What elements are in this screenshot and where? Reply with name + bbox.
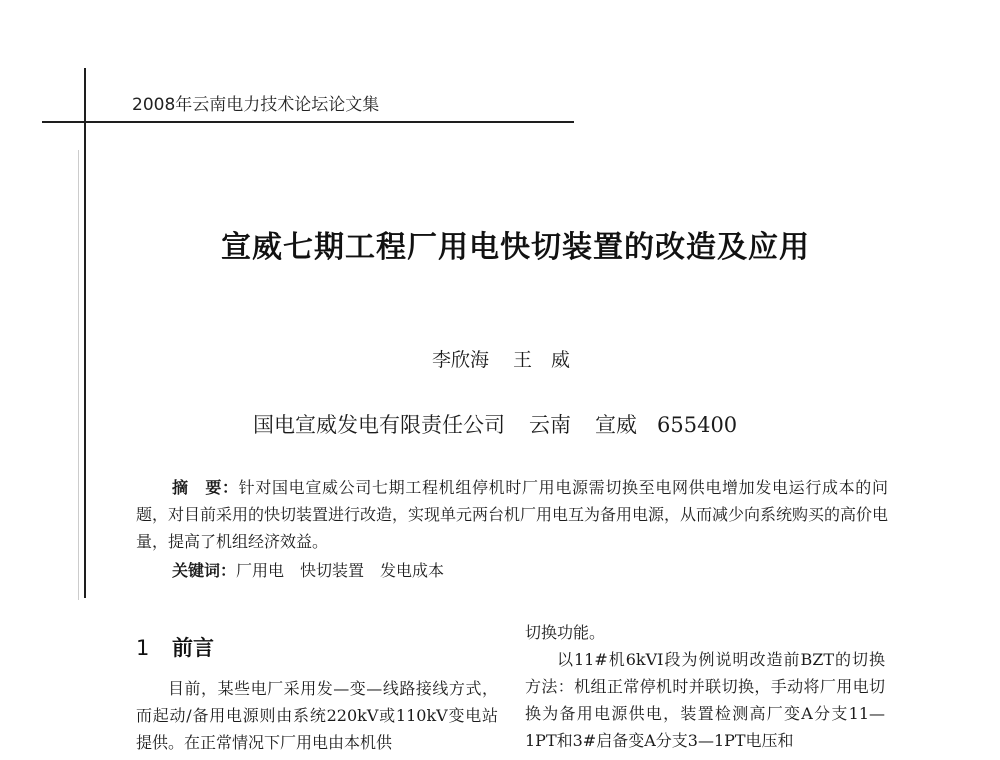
section-number: 1 [136,636,150,660]
author-2: 王 威 [513,349,571,371]
keywords-items: 厂用电 快切装置 发电成本 [236,561,445,580]
right-column [525,619,885,754]
margin-vertical-rule [84,68,86,598]
authors [432,345,570,372]
left-column [136,675,498,756]
abstract-label: 摘 要： [172,478,239,497]
section-title: 前言 [172,636,214,660]
affiliation-province: 云南 [529,413,571,437]
affiliation-city: 宣威 [595,413,637,437]
affiliation-org: 国电宣威发电有限责任公司 [253,413,505,437]
keywords-label: 关键词： [172,561,237,580]
left-paragraph: 目前，某些电厂采用发—变—线路接线方式，而起动/备用电源则由系统220kV或110kV变电站提供。在正常情况下厂用电由本机供 [136,679,498,752]
keywords-line [136,557,888,584]
right-continuation: 切换功能。 [525,623,606,642]
abstract-paragraph [136,474,888,555]
author-1: 李欣海 [432,349,490,371]
abstract-text: 针对国电宣威公司七期工程机组停机时厂用电源需切换至电网供电增加发电运行成本的问题，对目前采用的快切装置进行改造，实现单元两台机厂用电互为备用电源，从而减少向系统购买的高价电量，提高了机组经济效益。 [136,478,889,551]
right-paragraph: 以11#机6kVI段为例说明改造前BZT的切换方法：机组正常停机时并联切换，手动将厂用电切换为备用电源供电，装置检测高厂变A分支11—1PT和3#启备变A分支3—1PT电压和 [525,650,885,750]
margin-faint-rule [78,150,79,600]
abstract-block [136,474,888,584]
paper-title: 宣威七期工程厂用电快切装置的改造及应用 [221,230,810,265]
running-header: 2008年云南电力技术论坛论文集 [132,95,380,115]
affiliation [253,409,737,439]
header-horizontal-rule [42,121,574,123]
section-heading [136,632,214,662]
affiliation-postcode: 655400 [657,413,738,437]
